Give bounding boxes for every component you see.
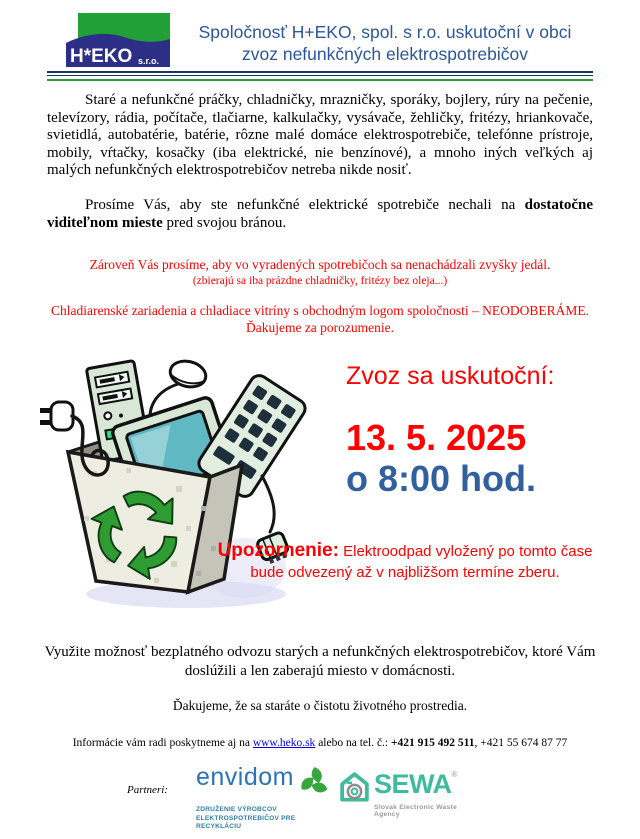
intro-paragraph-1: Staré a nefunkčné práčky, chladničky, mrazničky, sporáky, bojlery, rúry na pečenie, televízory, rádia, počítače, tlačiarne, kalkulačky, vysávače, žehličky, fritézy, hriankovače, svietidlá, autobatérie, batérie, rôzne malé domáce elektrospotrebiče, telefónne prístroje, mobily, vŕtačky, kosačky (iba elektrické, nie benzínové), a mnoho iných veľkých aj malých nefunkčných elektrospotrebičov netreba nikde nosiť. — [47, 92, 593, 179]
event-heading: Zvoz sa uskutoční: — [346, 362, 555, 390]
title-line-1: Spoločnosť H+EKO, spol. s r.o. uskutoční v obci — [198, 22, 572, 42]
outro-paragraph-1: Využite možnosť bezplatného odvozu starých a nefunkčných elektrospotrebičov, ktoré Vám doslúžili a len zaberajú miesto v domácnosti. — [44, 644, 596, 679]
page-title — [180, 21, 590, 65]
divider-navy-thin — [47, 75, 593, 76]
warning-text-2: bude odvezený až v najbližšom termíne zberu. — [250, 564, 560, 581]
divider-green — [47, 79, 593, 81]
red-notice-line-4: Ďakujeme za porozumenie. — [245, 320, 395, 335]
intro-section — [47, 92, 593, 249]
event-section — [346, 362, 632, 499]
intro-paragraph-2-text: Prosíme Vás, aby ste nefunkčné elektrické spotrebiče nechali na — [85, 196, 525, 213]
contact-prefix: Informácie vám radi poskytneme aj na — [72, 737, 253, 749]
heko-logo-icon — [62, 11, 180, 71]
heko-logo — [62, 11, 180, 71]
envidom-subtitle-2: ELEKTROSPOTREBIČOV PRE RECYKLÁCIU — [196, 814, 296, 830]
red-notice-line-1: Zároveň Vás prosíme, aby vo vyradených spotrebičoch sa nenachádzali zvyšky jedál. — [89, 257, 551, 272]
contact-line — [20, 737, 620, 749]
warning-text-1: Elektroodpad vyložený po tomto čase — [338, 543, 593, 560]
red-notice-section — [36, 256, 604, 336]
logo-suffix: s.r.o. — [138, 56, 160, 66]
envidom-wordmark: envidom — [196, 763, 294, 791]
outro-paragraph-2: Ďakujeme, že sa staráte o čistotu životného prostredia. — [172, 698, 468, 713]
sewa-registered-mark: ® — [451, 770, 458, 779]
red-notice-line-2: (zbierajú sa iba prázdne chladničky, fritézy bez oleja...) — [192, 275, 448, 287]
intro-paragraph-2-bold: dostatočne viditeľnom mieste — [47, 196, 593, 231]
sewa-subtitle: Slovak Electronic Waste Agency — [374, 804, 457, 818]
heko-website-link[interactable]: www.heko.sk — [252, 737, 316, 749]
logo-text: H*EKO — [70, 46, 133, 67]
partners-label: Partneri: — [127, 784, 168, 796]
contact-phone-2: +421 55 674 87 77 — [480, 737, 568, 749]
envidom-subtitle-1: ZDRUŽENIE VÝROBCOV — [196, 806, 277, 813]
intro-paragraph-2 — [47, 197, 593, 232]
envidom-leaves-icon — [298, 764, 331, 800]
divider-navy-thick — [47, 71, 593, 73]
warning-section — [180, 540, 630, 583]
event-time: o 8:00 hod. — [346, 458, 537, 499]
title-line-2: zvoz nefunkčných elektrospotrebičov — [242, 44, 528, 64]
sewa-house-icon — [338, 770, 371, 803]
warning-line-1 — [180, 540, 630, 562]
sewa-wordmark: SEWA — [374, 769, 452, 799]
warning-label: Upozornenie: — [217, 540, 339, 561]
sewa-logo — [338, 770, 458, 818]
envidom-logo — [196, 764, 331, 832]
contact-middle: alebo na tel. č.: — [315, 737, 391, 749]
event-date: 13. 5. 2025 — [346, 417, 527, 458]
red-notice-line-3: Chladiarenské zariadenia a chladiace vitríny s obchodným logom spoločnosti – NEODOBERÁME. — [50, 303, 589, 318]
intro-paragraph-2-tail: pred svojou bránou. — [162, 214, 287, 231]
contact-phone-1: +421 915 492 511 — [391, 737, 475, 749]
contact-separator: , — [474, 737, 481, 749]
